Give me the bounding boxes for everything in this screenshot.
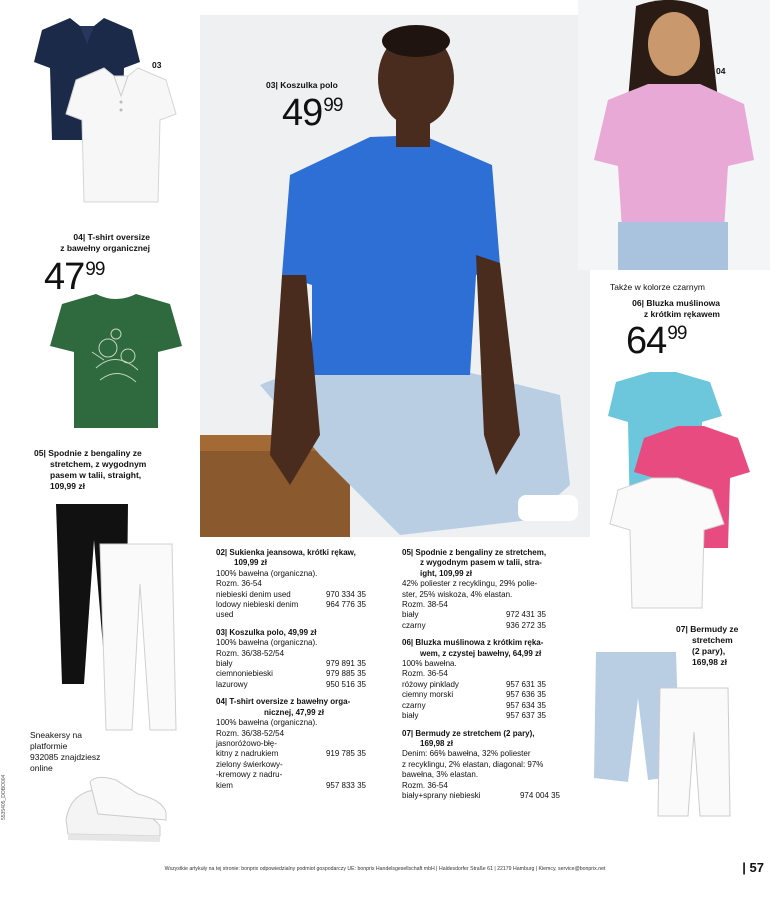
detail-03-l2: Rozm. 36/38-52/54 <box>216 648 285 658</box>
bluzka-label: 06| Bluzka muślinowa z krótkim rękawem <box>600 298 720 320</box>
detail-05-head-2: z wygodnym pasem w talii, stra- <box>420 558 542 568</box>
detail-04-head-1: 04| T-shirt oversize z bawełny orga- <box>216 697 351 707</box>
bermudy-name-2: stretchem <box>692 635 733 645</box>
polo-flat-number: 03 <box>152 60 162 70</box>
bermudy-image <box>592 648 732 818</box>
detail-06-r2-name: ciemny morski <box>402 690 454 700</box>
detail-05-l2: ster, 25% wiskoza, 4% elastan. <box>402 589 513 599</box>
detail-06-r3-code: 957 634 35 <box>505 700 546 710</box>
detail-06-r4-code: 957 637 35 <box>505 711 546 721</box>
bluzka-price: 6499 <box>626 320 687 362</box>
bermudy-name-4: 169,98 zł <box>692 657 727 667</box>
detail-04-r1-a: jasnoróżowo-błę- <box>216 738 277 748</box>
detail-06-head-2: wem, z czystej bawełny, 64,99 zł <box>420 648 542 658</box>
detail-07-l1: Denim: 66% bawełna, 32% poliester <box>402 749 531 759</box>
detail-05-r2-code: 936 272 35 <box>505 620 546 630</box>
detail-07-r1-code: 974 004 35 <box>519 790 560 800</box>
sneakers-image <box>60 770 170 850</box>
detail-04-l2: Rozm. 36/38-52/54 <box>216 728 285 738</box>
detail-07-l2: z recyklingu, 2% elastan, diagonal: 97% <box>402 759 544 769</box>
detail-03-head: 03| Koszulka polo, 49,99 zł <box>216 627 317 637</box>
detail-03-r2-code: 979 885 35 <box>325 669 366 679</box>
sneakers-line-3: 932085 znajdziesz <box>30 752 101 762</box>
spodnie-label: 05| Spodnie z bengaliny ze stretchem, z wygodnym pasem w talii, straight, 109,99 zł <box>34 448 147 491</box>
detail-04-r2-b: -kremowy z nadru- <box>216 770 283 780</box>
detail-06-r1-code: 957 631 35 <box>505 679 546 689</box>
detail-06-l1: 100% bawełna. <box>402 659 457 669</box>
detail-02-l2: Rozm. 36-54 <box>216 579 262 589</box>
polo-flat-image <box>22 10 182 210</box>
tshirt-label: 04| T-shirt oversize z bawełny organicznej <box>30 232 150 254</box>
details-left <box>216 548 366 798</box>
detail-06-r1-name: różowy pinklady <box>402 679 459 689</box>
detail-05-l3: Rozm. 38-54 <box>402 600 448 610</box>
hero-label: 03| Koszulka polo <box>266 80 338 90</box>
detail-07-l4: Rozm. 36-54 <box>402 780 448 790</box>
spodnie-name-1: Spodnie z bengaliny ze <box>48 448 142 458</box>
detail-06-r4-name: biały <box>402 711 419 721</box>
tshirt-name-2: z bawełny organicznej <box>60 243 150 253</box>
detail-05-r1-name: biały <box>402 610 419 620</box>
detail-block-07 <box>402 729 564 802</box>
detail-05-l1: 42% poliester z recyklingu, 29% polie- <box>402 579 538 589</box>
detail-02-head-2: 109,99 zł <box>234 558 267 568</box>
details-right <box>402 548 564 808</box>
detail-03-r1-name: biały <box>216 659 233 669</box>
detail-07-r1-name: biały+sprany niebieski <box>402 790 481 800</box>
bluzka-note: Także w kolorze czarnym <box>610 282 705 292</box>
detail-07-head-1: 07| Bermudy ze stretchem (2 pary), <box>402 728 535 738</box>
bermudy-name-3: (2 pary), <box>692 646 726 656</box>
bluzka-name-1: Bluzka muślinowa <box>646 298 720 308</box>
detail-07-l3: bawełna, 3% elastan. <box>402 770 479 780</box>
bluzka-number: 06 <box>632 298 642 308</box>
detail-04-r1-b: kitny z nadrukiem <box>216 749 279 759</box>
detail-03-r2-name: ciemnoniebieski <box>216 669 273 679</box>
detail-05-r1-code: 972 431 35 <box>505 610 546 620</box>
detail-03-l1: 100% bawełna (organiczna). <box>216 638 318 648</box>
detail-02-r1-name: niebieski denim used <box>216 589 291 599</box>
detail-05-head-3: ight, 109,99 zł <box>420 568 473 578</box>
bluzka-name-2: z krótkim rękawem <box>643 309 720 319</box>
detail-04-r2-c: kiem <box>216 780 233 790</box>
detail-04-r2-code: 957 833 35 <box>325 780 366 790</box>
tshirt-name-1: T-shirt oversize <box>87 232 150 242</box>
detail-03-r3-name: lazurowy <box>216 679 248 689</box>
trousers-image <box>50 500 185 732</box>
detail-06-l2: Rozm. 36-54 <box>402 669 448 679</box>
detail-04-r2-a: zielony świerkowy- <box>216 759 283 769</box>
detail-04-r1-code: 919 785 35 <box>325 749 366 759</box>
tshirt-price: 4799 <box>44 256 105 298</box>
detail-06-r3-name: czarny <box>402 700 426 710</box>
spodnie-number: 05 <box>34 448 44 458</box>
detail-02-r2-name-b: used <box>216 610 234 620</box>
detail-06-r2-code: 957 636 35 <box>505 690 546 700</box>
hero-photo <box>200 15 590 537</box>
detail-block-06 <box>402 638 564 721</box>
pink-tee-photo <box>578 0 770 270</box>
detail-block-04 <box>216 697 366 791</box>
detail-03-r3-code: 950 516 35 <box>325 679 366 689</box>
bermudy-name-1: Bermudy ze <box>690 624 739 634</box>
spodnie-name-2: stretchem, z wygodnym <box>50 459 147 469</box>
vertical-code: 5535405_DOBO004 <box>1 774 7 820</box>
pink-tee-number: 04 <box>716 66 726 76</box>
bermudy-number: 07 <box>676 624 686 634</box>
hero-name: Koszulka polo <box>280 80 338 90</box>
detail-05-head-1: 05| Spodnie z bengaliny ze stretchem, <box>402 548 547 557</box>
detail-04-head-2: nicznej, 47,99 zł <box>264 707 325 717</box>
bermudy-label: 07| Bermudy ze stretchem (2 pary), 169,98 zł <box>676 624 739 667</box>
detail-06-head-1: 06| Bluzka muślinowa z krótkim ręka- <box>402 638 544 648</box>
tshirt-number: 04 <box>73 232 83 242</box>
detail-03-r1-code: 979 891 35 <box>325 659 366 669</box>
detail-block-05 <box>402 548 564 631</box>
hero-number: 03 <box>266 80 276 90</box>
spodnie-name-4: 109,99 zł <box>50 481 85 491</box>
detail-block-02 <box>216 548 366 621</box>
footer-legal: Wszystkie artykuły na tej stronie: bonprix odpowiedzialny podmiot gospodarczy UE: bonprix Handelsgesellschaft mbH | Haldesdorfer Straße 61 | 22179 Hamburg | Kiemcy, service@bonprix.net <box>164 866 606 872</box>
detail-02-r1-code: 970 334 35 <box>325 589 366 599</box>
detail-04-l1: 100% bawełna (organiczna). <box>216 718 318 728</box>
page-number: | 57 <box>742 860 764 875</box>
sneakers-line-2: platformie <box>30 741 68 751</box>
sneakers-line-1: Sneakersy na <box>30 730 82 740</box>
sneakers-note <box>30 730 100 774</box>
spodnie-name-3: pasem w talii, straight, <box>50 470 142 480</box>
detail-07-head-2: 169,98 zł <box>420 738 453 748</box>
detail-block-03 <box>216 628 366 690</box>
detail-02-r2-name-a: lodowy niebieski denim <box>216 600 299 610</box>
detail-02-l1: 100% bawełna (organiczna). <box>216 568 318 578</box>
detail-02-head-1: 02| Sukienka jeansowa, krótki rękaw, <box>216 548 356 557</box>
detail-05-r2-name: czarny <box>402 620 426 630</box>
hero-price: 4999 <box>282 92 343 134</box>
detail-02-r2-code: 964 776 35 <box>325 600 366 610</box>
green-tshirt-image <box>48 290 184 430</box>
sneakers-line-4: online <box>30 763 53 773</box>
blouses-image <box>606 368 756 612</box>
